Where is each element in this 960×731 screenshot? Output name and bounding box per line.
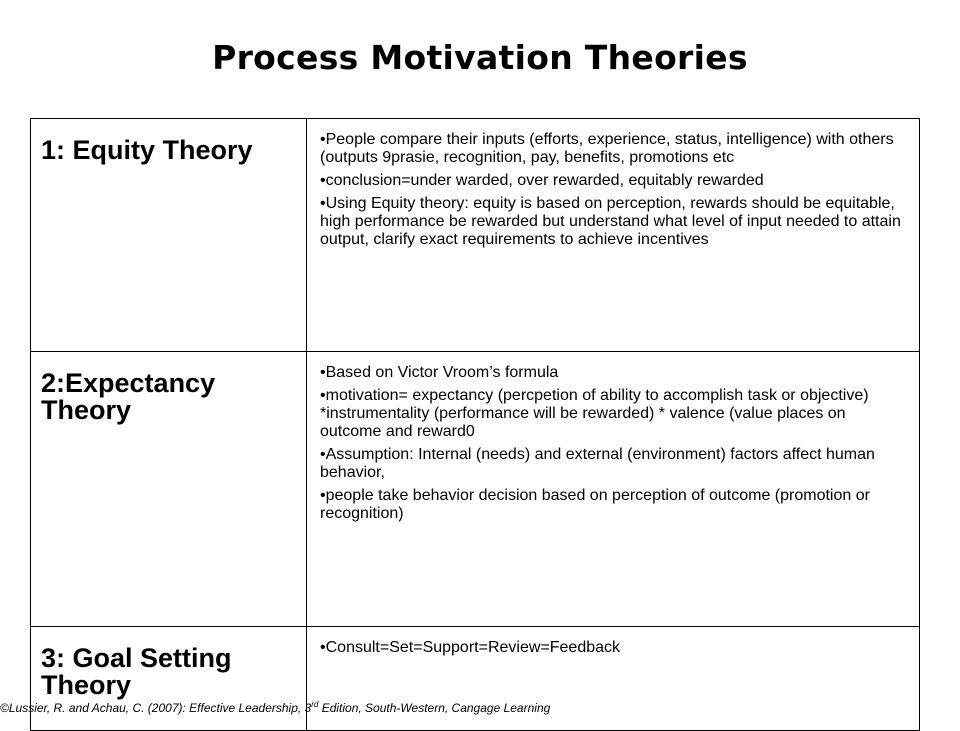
list-item: • people take behavior decision based on perception of outcome (promotion or recognition) [320,487,905,523]
list-item: • Assumption: Internal (needs) and external (environment) factors affect human behavior, [320,446,905,482]
list-item: • Based on Victor Vroom’s formula [320,364,905,382]
theories-table [30,118,920,731]
theory-name: 1: Equity Theory [31,119,307,352]
citation-superscript: rd [311,700,319,709]
citation-text: ©Lussier, R. and Achau, C. (2007): Effective Leadership, 3 [0,701,312,715]
bullet-list [320,131,905,249]
bullet-list [320,364,905,523]
list-item: • conclusion=under warded, over rewarded, equitably rewarded [320,172,905,190]
citation-footer [0,700,550,715]
list-item: • motivation= expectancy (percpetion of ability to accomplish task or objective) *instrumentality (performance will be rewarded) * valence (value places on outcome and reward0 [320,387,905,441]
theory-name: 2:Expectancy Theory [31,352,307,627]
list-item: • People compare their inputs (efforts, experience, status, intelligence) with others (outputs 9prasie, recognition, pay, benefits, promotions etc [320,131,905,167]
citation-text-end: Edition, South-Western, Cangage Learning [318,701,551,715]
theory-description [307,119,920,352]
list-item: • Consult=Set=Support=Review=Feedback [320,639,905,657]
theory-name: 3: Goal Setting Theory [31,627,307,731]
page-title: Process Motivation Theories [212,38,748,77]
list-item: • Using Equity theory: equity is based on perception, rewards should be equitable, high performance be rewarded but understand what level of input needed to attain output, clarify exact requirements to achieve incentives [320,195,905,249]
table-row [31,119,920,352]
table-row [31,352,920,627]
bullet-list [320,639,905,657]
theory-description [307,352,920,627]
